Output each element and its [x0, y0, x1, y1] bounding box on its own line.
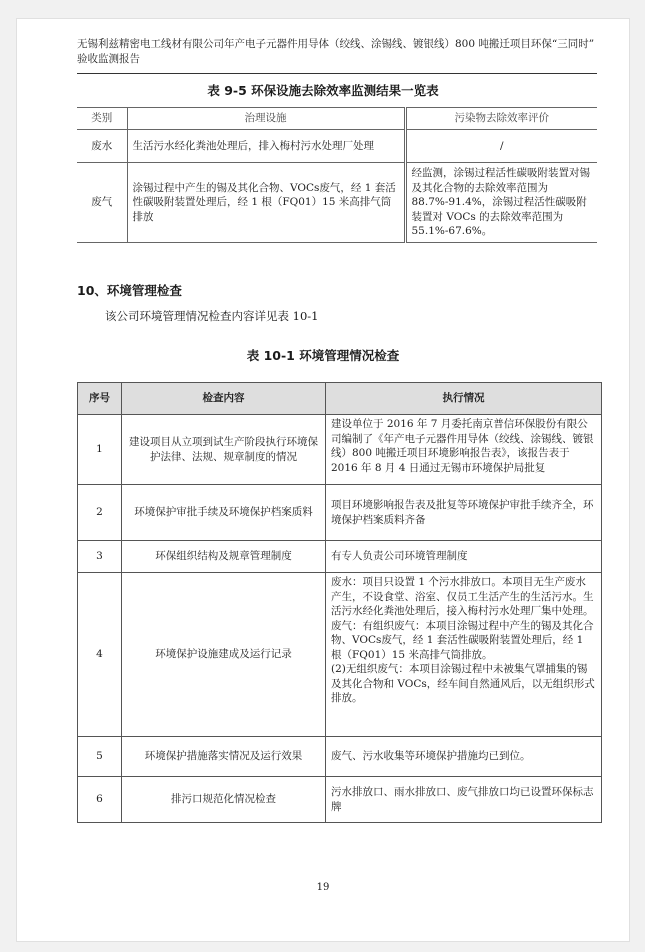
document-page: [16, 18, 630, 942]
column-header: 治理设施: [127, 108, 405, 130]
row-number: 4: [78, 573, 122, 737]
check-item: 排污口规范化情况检查: [122, 777, 326, 823]
check-item: 建设项目从立项到试生产阶段执行环境保护法律、法规、规章制度的情况: [122, 415, 326, 485]
table-9-5-caption: 表 9-5 环保设施去除效率监测结果一览表: [207, 83, 439, 98]
check-item: 环境保护审批手续及环境保护档案质料: [122, 485, 326, 541]
facility-cell: 涂锡过程中产生的锡及其化合物、VOCs废气，经 1 套活性碳吸附装置处理后，经 1 根（FQ01）15 米高排气筒排放: [127, 163, 405, 243]
table-row: [78, 415, 602, 485]
table-row: [77, 130, 597, 163]
column-header: 类别: [77, 108, 127, 130]
check-item: 环境保护措施落实情况及运行效果: [122, 737, 326, 777]
category-cell: 废水: [77, 130, 127, 163]
table-row: [78, 485, 602, 541]
organized-gas-status: 废气：有组织废气：本项目涂锡过程中产生的锡及其化合物、VOCs废气，经 1 套活性碳吸附装置处理后，经 1 根（FQ01）15 米高排气筒排放。: [331, 619, 594, 661]
header-rule: [77, 73, 597, 74]
check-item: 环境保护设施建成及运行记录: [122, 573, 326, 737]
table-row: [78, 541, 602, 573]
table-header-row: [78, 383, 602, 415]
row-number: 2: [78, 485, 122, 541]
execution-status: 建设单位于 2016 年 7 月委托南京普信环保股份有限公司编制了《年产电子元器件用导体（绞线、涂锡线、镀银线）800 吨搬迁项目环境影响报告表》，该报告表于 2016 年 8 月 4 日通过无锡市环境保护局批复: [326, 415, 602, 485]
evaluation-cell: 经监测，涂锡过程活性碳吸附装置对锡及其化合物的去除效率范围为 88.7%-91.4%，涂锡过程活性碳吸附装置对 VOCs 的去除效率范围为 55.1%-67.6%。: [405, 163, 597, 243]
row-number: 1: [78, 415, 122, 485]
table-9-5: [77, 107, 597, 243]
header-line-2: 验收监测报告: [77, 53, 140, 65]
evaluation-cell: /: [405, 130, 597, 163]
table-10-1-caption: 表 10-1 环境管理情况检查: [246, 348, 400, 363]
check-item: 环保组织结构及规章管理制度: [122, 541, 326, 573]
row-number: 5: [78, 737, 122, 777]
execution-status: 废气、污水收集等环境保护措施均已到位。: [326, 737, 602, 777]
execution-status: 项目环境影响报告表及批复等环境保护审批手续齐全，环境保护档案质料齐备: [326, 485, 602, 541]
section-intro: 该公司环境管理情况检查内容详见表 10-1: [105, 309, 319, 323]
execution-status: [326, 573, 602, 737]
header-line-1: 无锡利兹精密电工线材有限公司年产电子元器件用导体（绞线、涂锡线、镀银线）800 吨搬迁项目环保“三同时”: [77, 38, 595, 50]
table-row: [78, 573, 602, 737]
facility-cell: 生活污水经化粪池处理后，排入梅村污水处理厂处理: [127, 130, 405, 163]
report-header: [77, 37, 597, 67]
table-row: [78, 737, 602, 777]
column-header: 检查内容: [122, 383, 326, 415]
table-10-1: [77, 382, 602, 823]
row-number: 6: [78, 777, 122, 823]
execution-status: 污水排放口、雨水排放口、废气排放口均已设置环保标志牌: [326, 777, 602, 823]
table-row: [78, 777, 602, 823]
page-number: 19: [316, 882, 330, 893]
wastewater-status: 废水：项目只设置 1 个污水排放口。本项目无生产废水产生，不设食堂、浴室、仅员工生活产生的生活污水。生活污水经化粪池处理后，接入梅村污水处理厂集中处理。: [331, 576, 594, 617]
column-header: 执行情况: [326, 383, 602, 415]
table-header-row: [77, 108, 597, 130]
row-number: 3: [78, 541, 122, 573]
table-row: [77, 163, 597, 243]
unorganized-gas-status: (2)无组织废气：本项目涂锡过程中未被集气罩捕集的锡及其化合物和 VOCs，经车间自然通风后，以无组织形式排放。: [331, 663, 595, 704]
category-cell: 废气: [77, 163, 127, 243]
column-header: 污染物去除效率评价: [405, 108, 597, 130]
section-heading: 10、环境管理检查: [77, 283, 182, 298]
execution-status: 有专人负责公司环境管理制度: [326, 541, 602, 573]
column-header: 序号: [78, 383, 122, 415]
